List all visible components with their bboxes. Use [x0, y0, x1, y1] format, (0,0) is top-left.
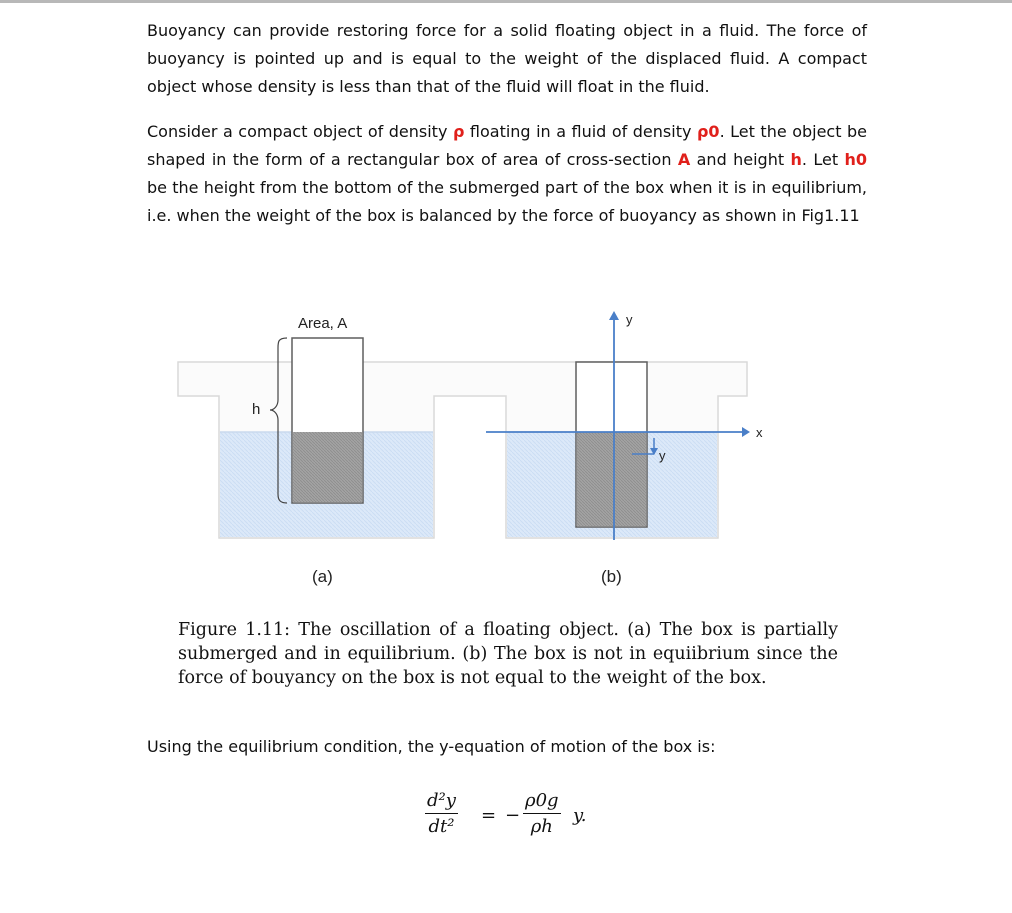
y-axis-arrow — [609, 311, 619, 320]
symbol-height: h — [790, 150, 802, 169]
symbol-rho: ρ — [452, 122, 465, 141]
label-subfig-b: (b) — [601, 567, 622, 586]
eq-tail: y. — [573, 805, 587, 826]
p2-text-2: floating in a fluid of density — [464, 122, 697, 141]
symbol-area: A — [677, 150, 691, 169]
eq-lhs-numerator: d²y — [427, 790, 456, 811]
paragraph-equation-intro: Using the equilibrium condition, the y-equation of motion of the box is: — [147, 737, 716, 756]
box-b-submerged — [577, 432, 646, 526]
label-area: Area, A — [298, 315, 348, 332]
x-axis-arrow — [742, 427, 750, 437]
p2-text-4: and height — [690, 150, 791, 169]
paragraph-buoyancy-intro: Buoyancy can provide restoring force for a solid floating object in a fluid. The force of buoyancy is pointed up and is equal to the weight of the displaced fluid. A compact object whose density is less than that of the fluid will float in the fluid. — [147, 21, 867, 96]
label-y-displacement: y — [659, 448, 666, 463]
box-a-submerged — [293, 432, 362, 502]
label-h: h — [252, 401, 261, 418]
p2-text-6: be the height from the bottom of the submerged part of the box when it is in equilibrium, i.e. when the weight of the box is balanced by the force of buoyancy as shown in Fig1.11 — [147, 178, 867, 225]
eq-minus: − — [505, 805, 521, 826]
p2-text-3: . Let the object be shaped in the form of a rectangular box of area of cross-section — [147, 122, 868, 169]
equation-of-motion — [425, 790, 625, 850]
eq-lhs-fraction — [425, 790, 458, 837]
eq-rhs-fraction — [523, 790, 561, 837]
eq-rhs-numerator: ρ0g — [525, 790, 559, 811]
symbol-rho0: ρ0 — [696, 122, 720, 141]
label-y-axis: y — [626, 312, 633, 327]
eq-rhs-bar — [523, 813, 561, 814]
eq-lhs-denominator: dt² — [428, 816, 455, 838]
p2-text-1: Consider a compact object of density — [147, 122, 453, 141]
label-x-axis: x — [756, 425, 763, 440]
eq-equals: = — [481, 805, 497, 826]
symbol-h0: h0 — [844, 150, 867, 169]
p2-text-5: . Let — [801, 150, 845, 169]
eq-lhs-bar — [425, 813, 458, 814]
figure-caption: Figure 1.11: The oscillation of a floating object. (a) The box is partially submerged and in equilibrium. (b) The box is not in equiibrium since the force of bouyancy on the box is not equal to the weight of the box. — [178, 620, 838, 688]
eq-rhs-denominator: ρh — [530, 816, 553, 838]
label-subfig-a: (a) — [312, 567, 333, 586]
